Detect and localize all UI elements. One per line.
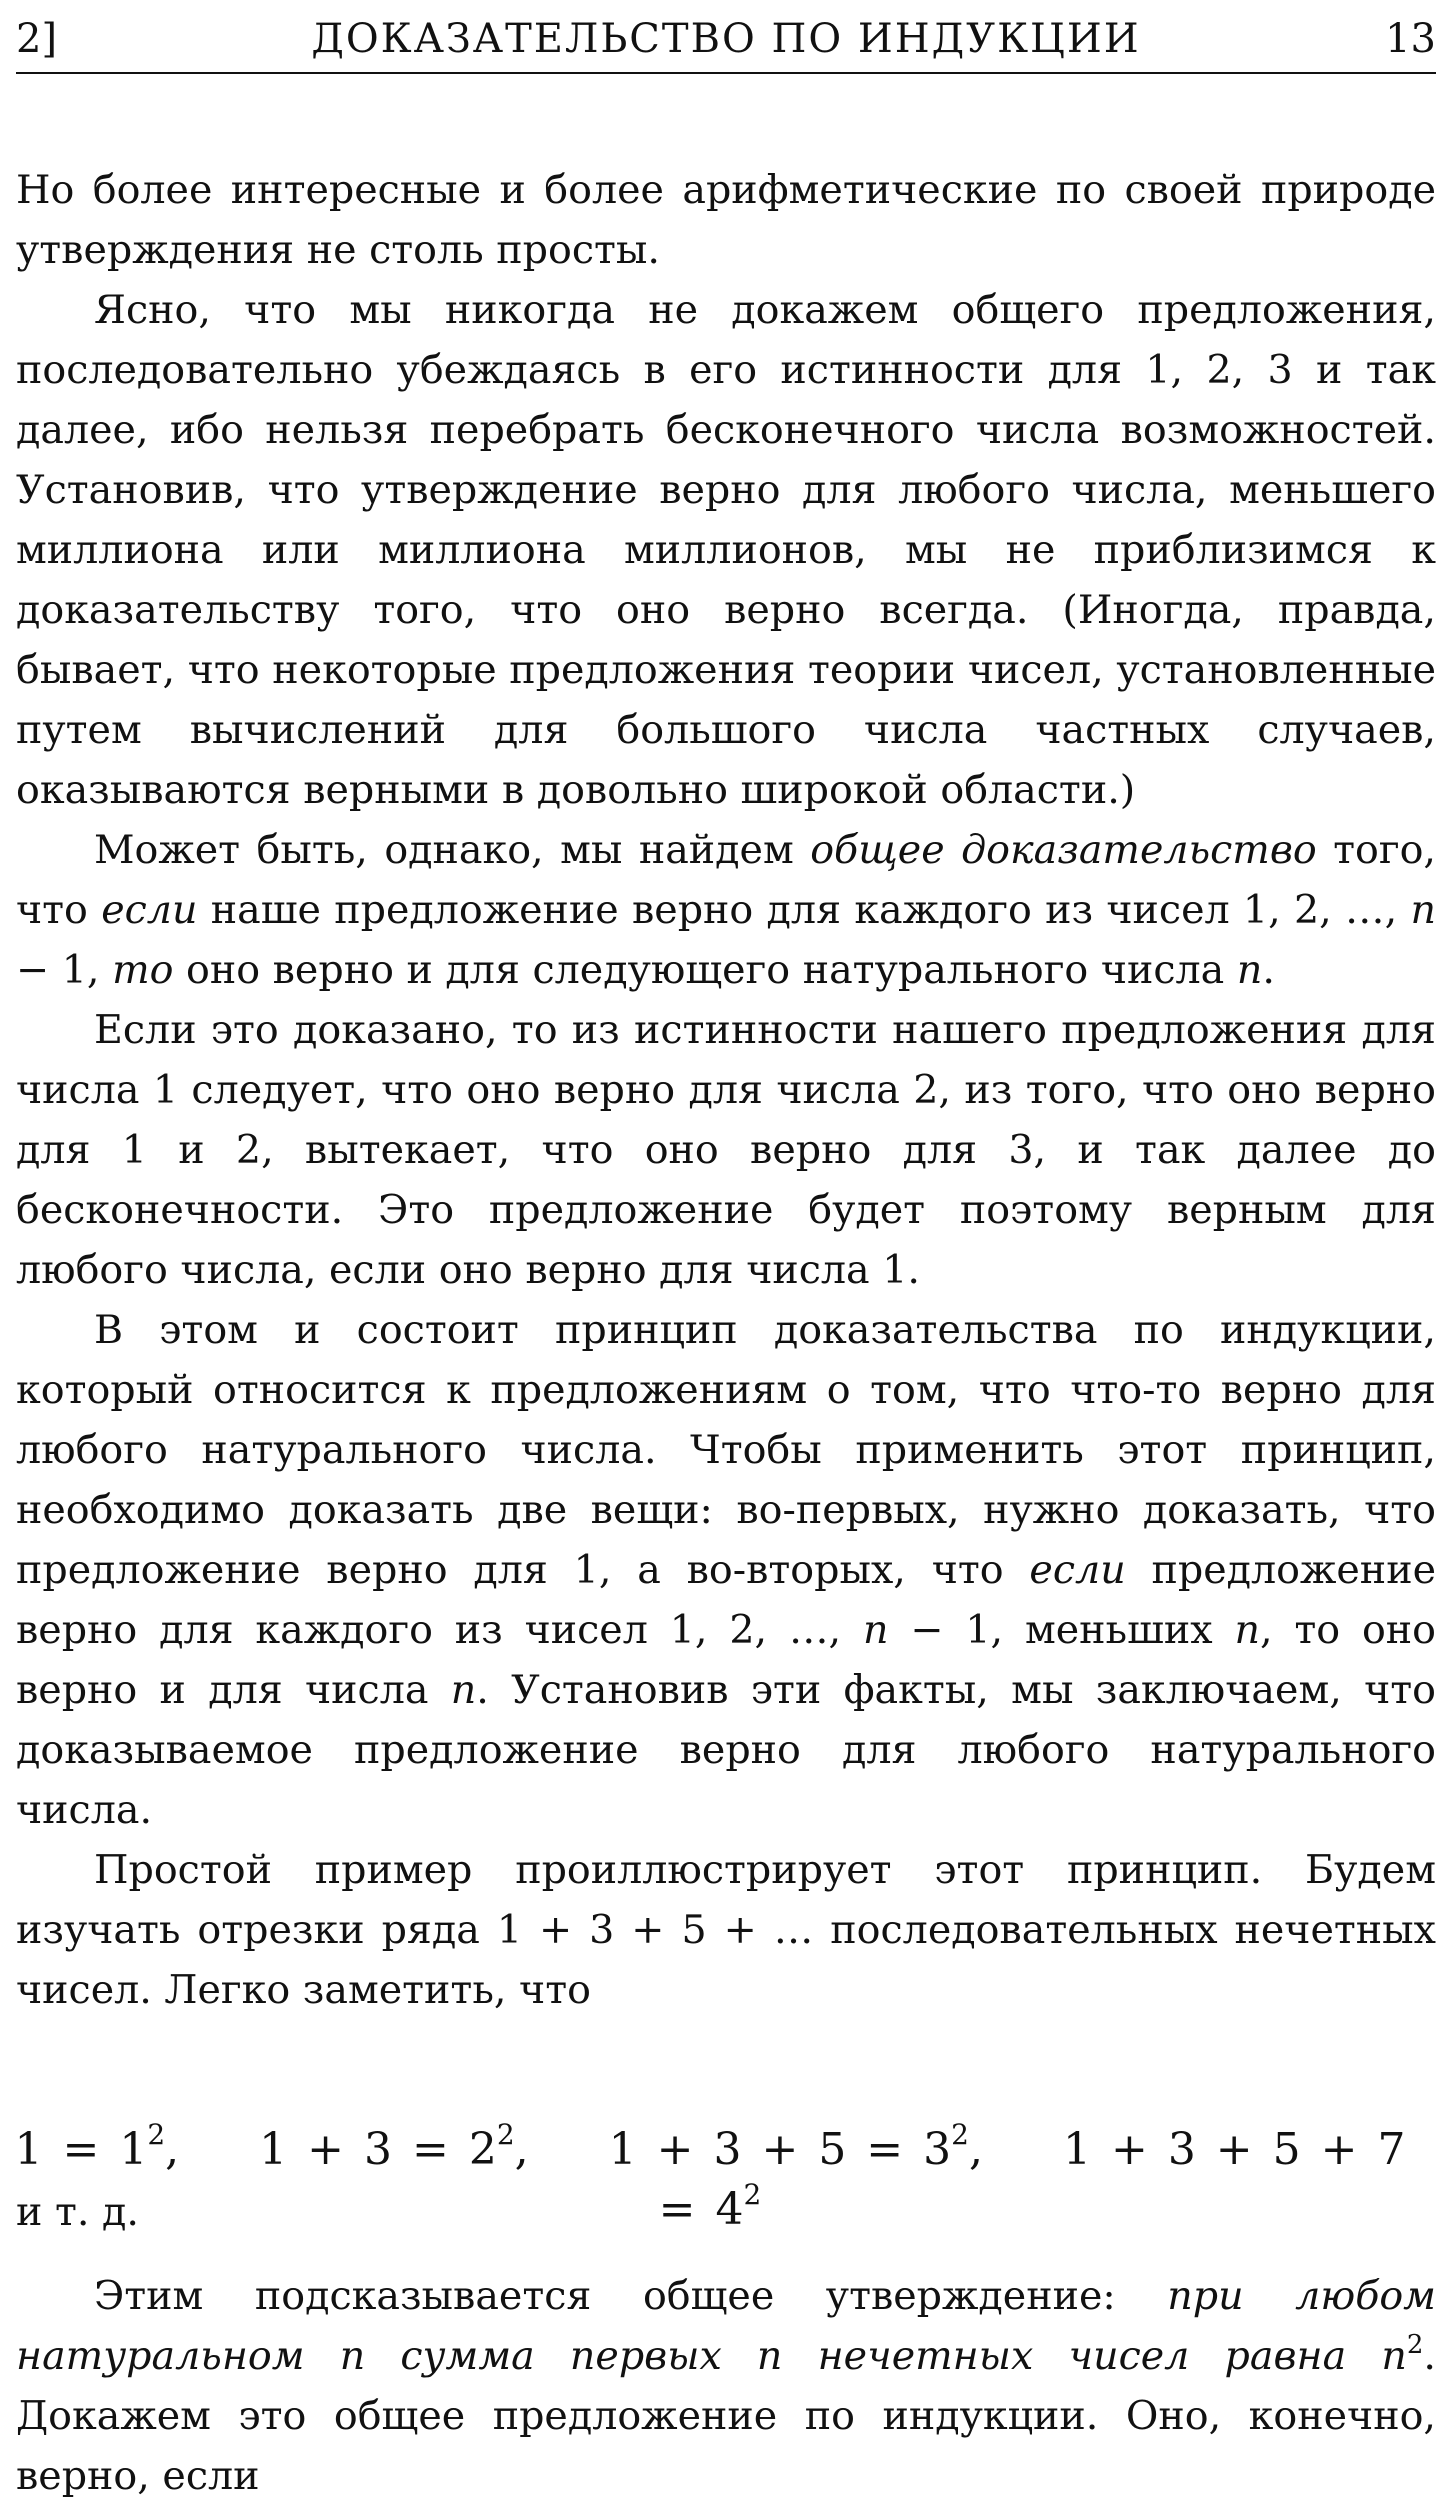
text-span: Может быть, однако, мы найдем — [94, 827, 811, 873]
equation-3 — [608, 2118, 983, 2175]
eq-punct: , — [514, 2124, 529, 2175]
eq-base: 1 = 1 — [14, 2124, 148, 2175]
emphasis: если — [1029, 1547, 1126, 1593]
text-span: − 1, — [16, 947, 113, 993]
math-variable: n — [1234, 1607, 1260, 1653]
etc-line: и т. д. — [16, 2189, 139, 2235]
chapter-title: ДОКАЗАТЕЛЬСТВО ПО ИНДУКЦИИ — [311, 16, 1141, 62]
text-span: . — [1262, 947, 1275, 993]
math-variable: n — [862, 1607, 889, 1653]
text-span: наше предложение верно для каждого из чисел 1, 2, …, — [197, 887, 1411, 933]
eq-exponent: 2 — [951, 2118, 969, 2151]
emphasis: если — [101, 887, 198, 933]
section-number: 2] — [16, 16, 58, 62]
equation-2 — [259, 2118, 529, 2175]
eq-base: 1 + 3 + 5 = 3 — [608, 2124, 952, 2175]
math-variable: n — [1236, 947, 1263, 993]
text-span: . Установив эти факты, мы заключаем, что доказываемое предложение верно для любого натурального числа. — [16, 1667, 1436, 1833]
text-span: , то оно верно и для числа — [16, 1607, 1436, 1713]
text-span: − 1, меньших — [888, 1607, 1235, 1653]
eq-base: 1 + 3 + 5 + 7 = 4 — [658, 2124, 1406, 2235]
emphasis: то — [112, 947, 174, 993]
body-text-continued — [16, 2266, 1436, 2506]
paragraph-4: Если это доказано, то из истинности нашего предложения для числа 1 следует, что оно верно для числа 2, из того, что оно верно для 1 и 2, вытекает, что оно верно для 3, и так далее до бесконечности. Это предложение будет поэтому верным для любого числа, если оно верно для числа 1. — [16, 1007, 1436, 1293]
display-formula — [0, 2120, 1420, 2240]
text-span: предложение верно для каждого из чисел 1, 2, …, — [16, 1547, 1436, 1653]
eq-punct: , — [968, 2124, 983, 2175]
paragraph-3 — [16, 820, 1436, 1000]
eq-base: 1 + 3 = 2 — [259, 2124, 497, 2175]
text-span: . Докажем это общее предложение по индукции. Оно, конечно, верно, если — [16, 2333, 1436, 2499]
paragraph-5 — [16, 1300, 1436, 1840]
paragraph-7 — [16, 2266, 1436, 2506]
emphasis: общее доказательство — [810, 827, 1317, 873]
running-header — [16, 12, 1436, 74]
eq-exponent: 2 — [743, 2178, 762, 2211]
text-span: оно верно и для следующего натурального числа — [173, 947, 1237, 993]
eq-exponent: 2 — [147, 2118, 166, 2151]
paragraph-2: Ясно, что мы никогда не докажем общего предложения, последовательно убеждаясь в его истинности для 1, 2, 3 и так далее, ибо нельзя перебрать бесконечного числа возможностей. Установив, что утверждение верно для любого числа, меньшего миллиона или миллиона миллионов, мы не приблизимся к доказательству того, что оно верно всегда. (Иногда, правда, бывает, что некоторые предложения теории чисел, установленные путем вычислений для большого числа частных случаев, оказываются верными в довольно широкой области.) — [16, 287, 1436, 813]
paragraph-6: Простой пример проиллюстрирует этот принцип. Будем изучать отрезки ряда 1 + 3 + 5 + … последовательных нечетных чисел. Легко заметить, что — [16, 1847, 1436, 2013]
exponent: 2 — [1406, 2330, 1424, 2360]
paragraph-1: Но более интересные и более арифметические по своей природе утверждения не столь просты. — [16, 167, 1436, 273]
math-variable: n — [1410, 887, 1436, 933]
eq-exponent: 2 — [496, 2118, 515, 2151]
equation-1 — [14, 2118, 180, 2175]
emphasis: при любом натуральном n сумма первых n нечетных чисел равна n — [16, 2273, 1436, 2379]
body-text — [16, 160, 1436, 2020]
eq-punct: , — [165, 2124, 180, 2175]
text-span: Этим подсказывается общее утверждение: — [94, 2273, 1168, 2319]
text-span: того, что — [16, 827, 1437, 933]
page-number: 13 — [1385, 16, 1436, 62]
text-span: В этом и состоит принцип доказательства по индукции, который относится к предложениям о том, что что-то верно для любого натурального числа. Чтобы применить этот принцип, необходимо доказать две вещи: во-первых, нужно доказать, что предложение верно для 1, а во-вторых, что — [16, 1307, 1436, 1593]
math-variable: n — [450, 1667, 477, 1713]
